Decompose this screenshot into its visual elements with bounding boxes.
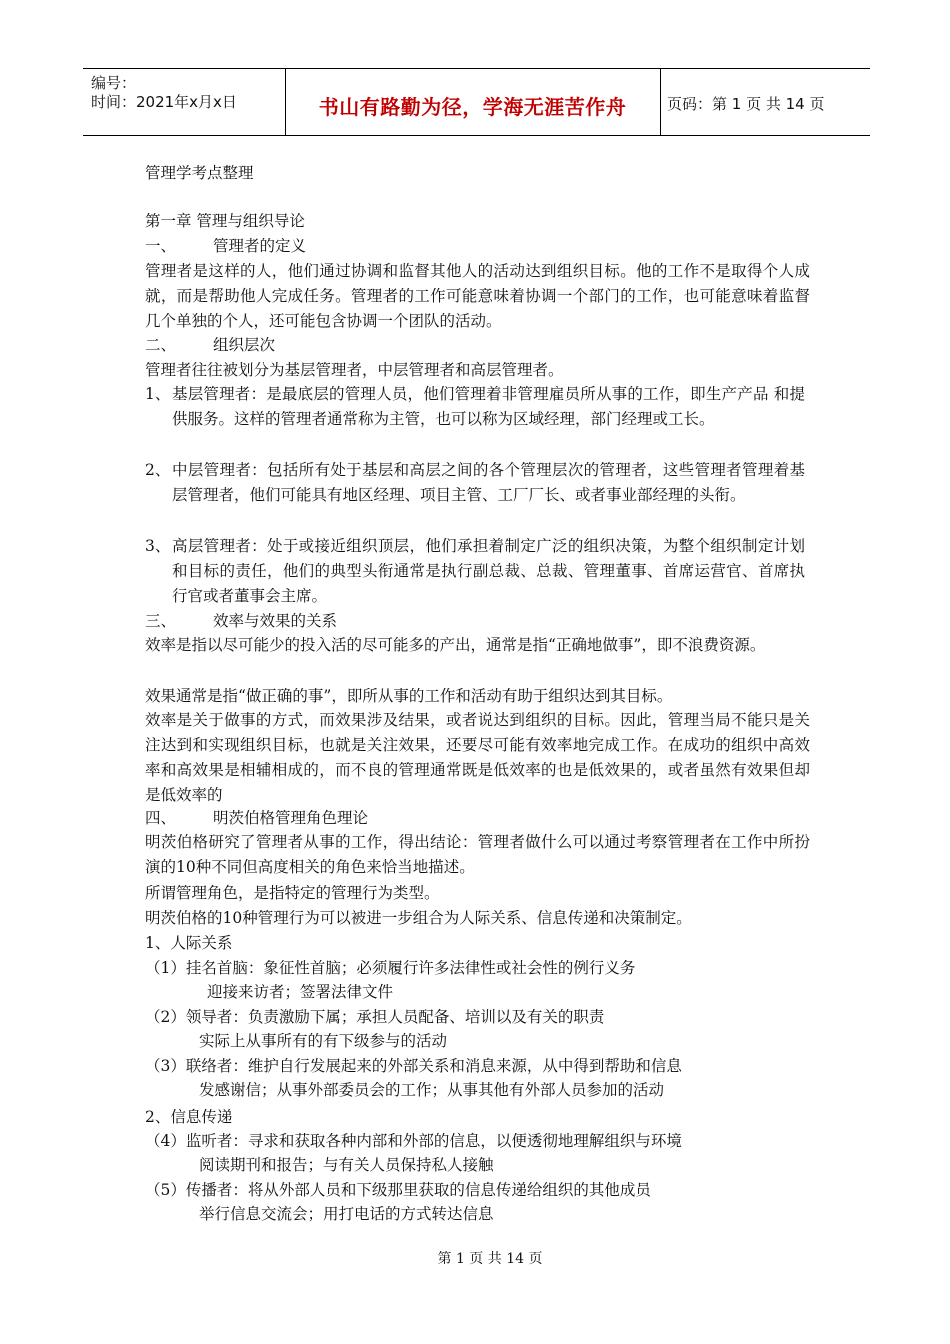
section-number: 二、: [145, 336, 177, 354]
paragraph: 效果通常是指“做正确的事”，即所从事的工作和活动有助于组织达到其目标。: [145, 687, 673, 705]
motto: 书山有路勤为径，学海无涯苦作舟: [318, 95, 627, 119]
list-text: 高层管理者：处于或接近组织顶层，他们承担着制定广泛的组织决策，为整个组织制定计划和目标的责任，他们的典型头衔通常是执行副总裁、总裁、管理董事、首席运营官、首席执行官或者董事会主席。: [172, 537, 805, 605]
role-activity: 阅读期刊和报告；与有关人员保持私人接触: [199, 1156, 494, 1174]
section-title: 组织层次: [213, 336, 276, 354]
time-label: 时间：2021年x月x日: [91, 93, 237, 111]
section-title: 管理者的定义: [213, 237, 307, 255]
section-title: 效率与效果的关系: [213, 612, 338, 630]
role-group-heading: 2、信息传递: [145, 1108, 233, 1126]
section-number: 四、: [145, 809, 177, 827]
role-group-heading: 1、人际关系: [145, 934, 233, 952]
document-title: 管理学考点整理: [145, 164, 254, 182]
paragraph: 效率是关于做事的方式，而效果涉及结果，或者说达到组织的目标。因此，管理当局不能只是关注达到和实现组织目标，也就是关注效果，还要尽可能有效率地完成工作。在成功的组织中高效率和高效果是相辅相成的，而不良的管理通常既是低效率的也是低效果的，或者虽然有效果但却是低效率的: [145, 711, 810, 804]
role-activity: 举行信息交流会；用打电话的方式转达信息: [199, 1205, 494, 1223]
list-text: 中层管理者：包括所有处于基层和高层之间的各个管理层次的管理者，这些管理者管理着基层管理者，他们可能具有地区经理、项目主管、工厂厂长、或者事业部经理的头衔。: [172, 461, 805, 504]
section-heading-4: [145, 805, 368, 831]
role-activity: 迎接来访者；签署法律文件: [207, 983, 394, 1001]
section-heading-3: [145, 608, 337, 634]
document-header: [83, 68, 870, 136]
page-number-label: 页码：第 1 页 共 14 页: [667, 95, 825, 113]
section-title: 明茨伯格管理角色理论: [213, 809, 369, 827]
role-item: （4）监听者：寻求和获取各种内部和外部的信息，以便透彻地理解组织与环境: [145, 1132, 682, 1150]
role-activity: 实际上从事所有的有下级参与的活动: [199, 1032, 448, 1050]
paragraph: 明茨伯格的10种管理行为可以被进一步组合为人际关系、信息传递和决策制定。: [145, 909, 692, 927]
role-item: （3）联络者：维护自行发展起来的外部关系和消息来源，从中得到帮助和信息: [145, 1057, 682, 1075]
list-text: 基层管理者：是最底层的管理人员，他们管理着非管理雇员所从事的工作，即生产产品 和提供服务。这样的管理者通常称为主管，也可以称为区域经理，部门经理或工长。: [172, 385, 805, 428]
role-activity: 发感谢信；从事外部委员会的工作；从事其他有外部人员参加的活动: [199, 1081, 665, 1099]
code-label: 编号：: [91, 74, 137, 92]
section-number: 三、: [145, 612, 177, 630]
paragraph: 明茨伯格研究了管理者从事的工作，得出结论：管理者做什么可以通过考察管理者在工作中所扮演的10种不同但高度相关的角色来恰当地描述。: [145, 833, 810, 876]
section-heading-1: [145, 233, 306, 259]
header-meta-cell: [83, 69, 286, 135]
paragraph: 所谓管理角色，是指特定的管理行为类型。: [145, 884, 440, 902]
list-number: 1、: [145, 385, 171, 403]
page-footer: 第 1 页 共 14 页: [437, 1251, 543, 1267]
paragraph: 管理者往往被划分为基层管理者，中层管理者和高层管理者。: [145, 361, 564, 379]
list-number: 2、: [145, 461, 171, 479]
paragraph: 管理者是这样的人，他们通过协调和监督其他人的活动达到组织目标。他的工作不是取得个人成就，而是帮助他人完成任务。管理者的工作可能意味着协调一个部门的工作，也可能意味着监督几个单独的个人，还可能包含协调一个团队的活动。: [145, 262, 810, 330]
paragraph: 效率是指以尽可能少的投入活的尽可能多的产出，通常是指“正确地做事”，即不浪费资源。: [145, 636, 766, 654]
role-item: （1）挂名首脑：象征性首脑；必须履行许多法律性或社会性的例行义务: [145, 959, 636, 977]
header-page-cell: [660, 69, 870, 135]
section-heading-2: [145, 332, 275, 358]
role-item: （5）传播者：将从外部人员和下级那里获取的信息传递给组织的其他成员: [145, 1181, 651, 1199]
list-number: 3、: [145, 537, 171, 555]
role-item: （2）领导者：负责激励下属；承担人员配备、培训以及有关的职责: [145, 1008, 605, 1026]
section-number: 一、: [145, 237, 177, 255]
header-motto-cell: [285, 69, 661, 135]
chapter-heading: 第一章 管理与组织导论: [145, 212, 305, 230]
